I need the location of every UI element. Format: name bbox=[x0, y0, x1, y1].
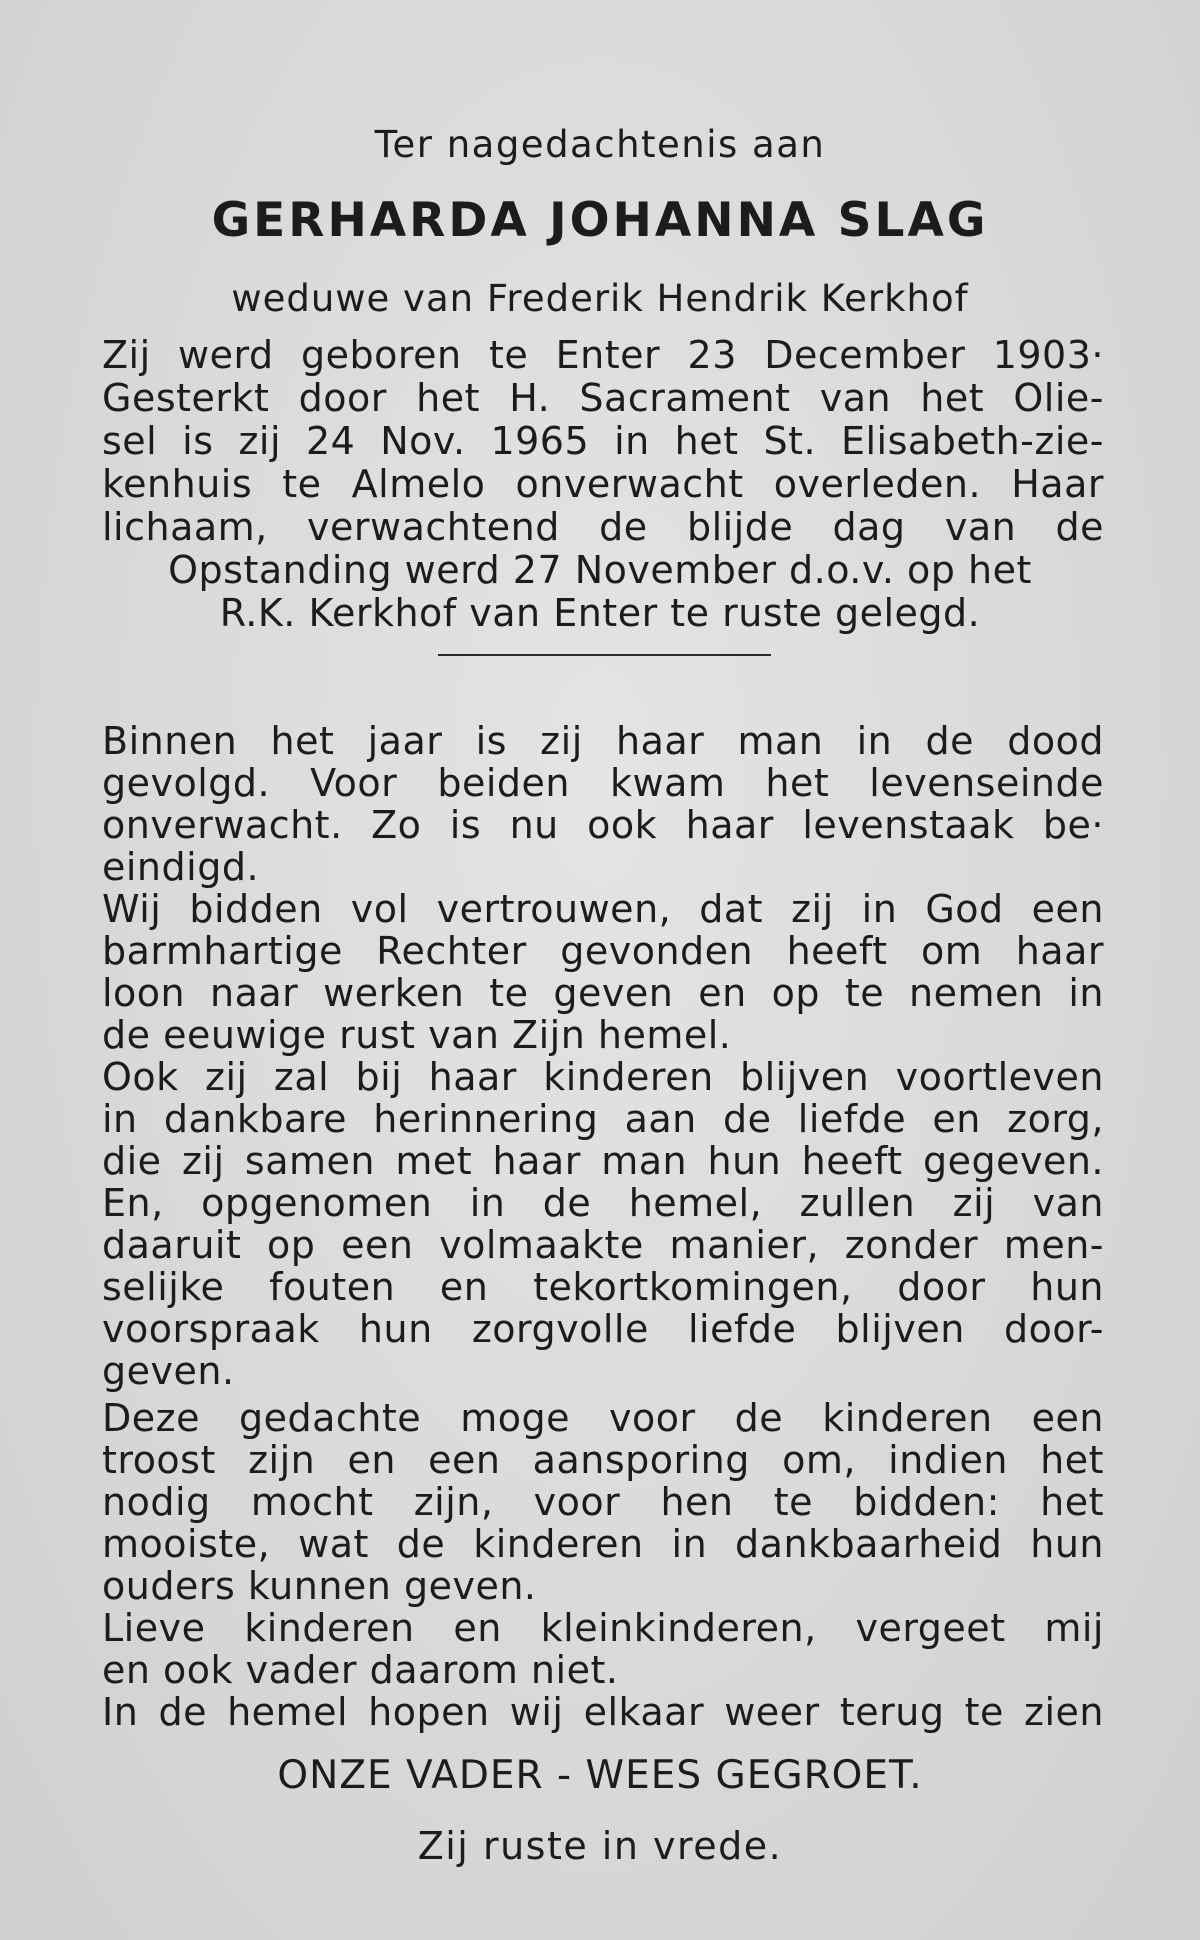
body-line: mooiste, wat de kinderen in dankbaarheid hun bbox=[102, 1522, 1104, 1566]
divider-rule bbox=[438, 654, 771, 656]
body-line: Wij bidden vol vertrouwen, dat zij in God een bbox=[102, 887, 1104, 931]
body-line: Deze gedachte moge voor de kinderen een bbox=[102, 1396, 1104, 1440]
body-line: Binnen het jaar is zij haar man in de dood bbox=[102, 719, 1104, 763]
body-line: selijke fouten en tekortkomingen, door hun bbox=[102, 1265, 1104, 1309]
body-line: nodig mocht zijn, voor hen te bidden: het bbox=[102, 1480, 1104, 1524]
body-line: daaruit op een volmaakte manier, zonder men- bbox=[102, 1223, 1104, 1267]
body-line: troost zijn en een aansporing om, indien het bbox=[102, 1438, 1104, 1482]
bio-line: sel is zij 24 Nov. 1965 in het St. Elisabeth-zie- bbox=[102, 419, 1104, 463]
bio-line: lichaam, verwachtend de blijde dag van de bbox=[102, 505, 1104, 549]
body-line: en ook vader daarom niet. bbox=[102, 1648, 619, 1692]
rest-in-peace-line: Zij ruste in vrede. bbox=[417, 1824, 783, 1868]
body-line: ouders kunnen geven. bbox=[102, 1564, 537, 1608]
body-line: die zij samen met haar man hun heeft gegeven. bbox=[102, 1139, 1104, 1183]
body-line: En, opgenomen in de hemel, zullen zij van bbox=[102, 1181, 1104, 1225]
bio-line: Gesterkt door het H. Sacrament van het Olie- bbox=[102, 376, 1104, 420]
body-line: Lieve kinderen en kleinkinderen, vergeet mij bbox=[102, 1606, 1104, 1650]
body-line: geven. bbox=[102, 1349, 235, 1393]
body-line: eindigd. bbox=[102, 845, 260, 889]
bio-line: Zij werd geboren te Enter 23 December 1903· bbox=[102, 333, 1104, 377]
prayers-line: ONZE VADER - WEES GEGROET. bbox=[277, 1753, 923, 1798]
intro-line: Ter nagedachtenis aan bbox=[374, 123, 826, 166]
body-line: loon naar werken te geven en op te nemen in bbox=[102, 971, 1104, 1015]
body-line: de eeuwige rust van Zijn hemel. bbox=[102, 1013, 732, 1057]
body-line: voorspraak hun zorgvolle liefde blijven door- bbox=[102, 1307, 1104, 1351]
body-line: onverwacht. Zo is nu ook haar levenstaak be· bbox=[102, 803, 1104, 847]
body-line: In de hemel hopen wij elkaar weer terug te zien bbox=[102, 1690, 1104, 1734]
body-line: gevolgd. Voor beiden kwam het levenseinde bbox=[102, 761, 1104, 805]
body-line: in dankbare herinnering aan de liefde en zorg, bbox=[102, 1097, 1104, 1141]
body-line: Ook zij zal bij haar kinderen blijven voortleven bbox=[102, 1055, 1104, 1099]
bio-line: R.K. Kerkhof van Enter te ruste gelegd. bbox=[219, 591, 981, 635]
widow-of-line: weduwe van Frederik Hendrik Kerkhof bbox=[231, 277, 969, 320]
deceased-name: GERHARDA JOHANNA SLAG bbox=[211, 193, 989, 248]
bio-line: kenhuis te Almelo onverwacht overleden. Haar bbox=[102, 462, 1104, 506]
body-line: barmhartige Rechter gevonden heeft om haar bbox=[102, 929, 1104, 973]
bio-line: Opstanding werd 27 November d.o.v. op het bbox=[168, 548, 1032, 592]
